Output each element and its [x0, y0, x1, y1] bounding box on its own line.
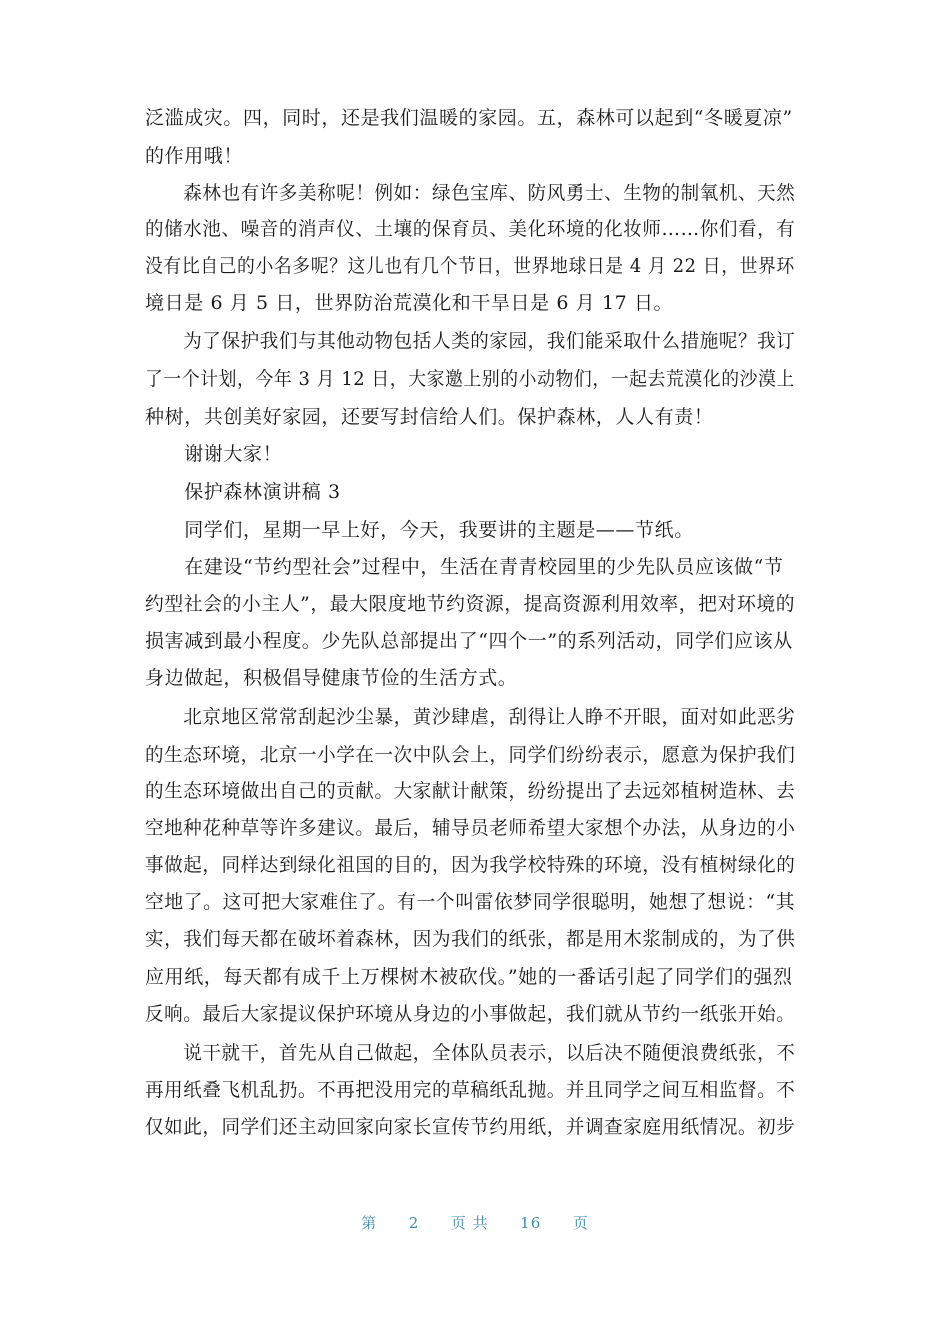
text-line: 事做起，同样达到绿化祖国的目的，因为我学校特殊的环境，没有植树绿化的	[145, 854, 796, 876]
text-line: 空地种花种草等许多建议。最后，辅导员老师希望大家想个办法，从身边的小	[145, 817, 796, 839]
text-line: 反响。最后大家提议保护环境从身边的小事做起，我们就从节约一纸张开始。	[145, 1003, 796, 1025]
text-line: 说干就干，首先从自己做起，全体队员表示，以后决不随便浪费纸张，不	[145, 1042, 796, 1064]
text-line: 损害减到最小程度。少先队总部提出了“四个一”的系列活动，同学们应该从	[145, 630, 793, 652]
text-line: 没有比自己的小名多呢？这儿也有几个节日，世界地球日是 4 月 22 日，世界环	[145, 255, 795, 277]
text-line: 仅如此，同学们还主动回家向家长宣传节约用纸，并调查家庭用纸情况。初步	[145, 1116, 796, 1138]
text-line: 应用纸，每天都有成千上万棵树木被砍伐。”她的一番话引起了同学们的强烈	[145, 966, 793, 988]
text-line: 的储水池、噪音的消声仪、土壤的保育员、美化环境的化妆师……你们看，有	[145, 218, 796, 240]
text-line: 泛滥成灾。四，同时，还是我们温暖的家园。五，森林可以起到“冬暖夏凉”	[145, 107, 793, 129]
text-line: 身边做起，积极倡导健康节俭的生活方式。	[145, 667, 518, 689]
text-line: 的生态环境，北京一小学在一次中队会上，同学们纷纷表示，愿意为保护我们	[145, 744, 796, 766]
text-line: 的作用哦！	[145, 145, 244, 167]
text-line: 境日是 6 月 5 日，世界防治荒漠化和干旱日是 6 月 17 日。	[145, 292, 674, 314]
page-footer	[0, 1212, 950, 1233]
text-line: 北京地区常常刮起沙尘暴，黄沙肆虐，刮得让人睁不开眼，面对如此恶劣	[145, 706, 796, 728]
text-line: 为了保护我们与其他动物包括人类的家园，我们能采取什么措施呢？我订	[145, 330, 796, 352]
text-line: 了一个计划，今年 3 月 12 日，大家邀上别的小动物们，一起去荒漠化的沙漠上	[145, 368, 795, 390]
text-line: 在建设“节约型社会”过程中，生活在青青校园里的少先队员应该做“节	[145, 556, 784, 578]
text-line: 种树，共创美好家园，还要写封信给人们。保护森林，人人有责！	[145, 406, 714, 428]
text-line: 同学们，星期一早上好，今天，我要讲的主题是——节纸。	[145, 519, 694, 541]
text-line: 实，我们每天都在破坏着森林，因为我们的纸张，都是用木浆制成的，为了供	[145, 928, 796, 950]
text-line: 约型社会的小主人”，最大限度地节约资源，提高资源利用效率，把对环境的	[145, 593, 796, 615]
text-line: 谢谢大家！	[145, 443, 283, 465]
footer-prefix: 第	[361, 1214, 378, 1232]
text-line: 再用纸叠飞机乱扔。不再把没用完的草稿纸乱抛。并且同学之间互相监督。不	[145, 1079, 796, 1101]
footer-current-page: 2	[408, 1214, 420, 1232]
text-line: 森林也有许多美称呢！例如：绿色宝库、防风勇士、生物的制氧机、天然	[145, 182, 796, 204]
footer-suffix: 页	[572, 1214, 589, 1232]
text-line: 的生态环境做出自己的贡献。大家献计献策，纷纷提出了去远郊植树造林、去	[145, 780, 796, 802]
footer-total-pages: 16	[520, 1214, 542, 1232]
footer-mid: 页 共	[450, 1214, 489, 1232]
text-line: 保护森林演讲稿 3	[145, 481, 341, 503]
text-line: 空地了。这可把大家难住了。有一个叫雷依梦同学很聪明，她想了想说：“其	[145, 891, 796, 913]
